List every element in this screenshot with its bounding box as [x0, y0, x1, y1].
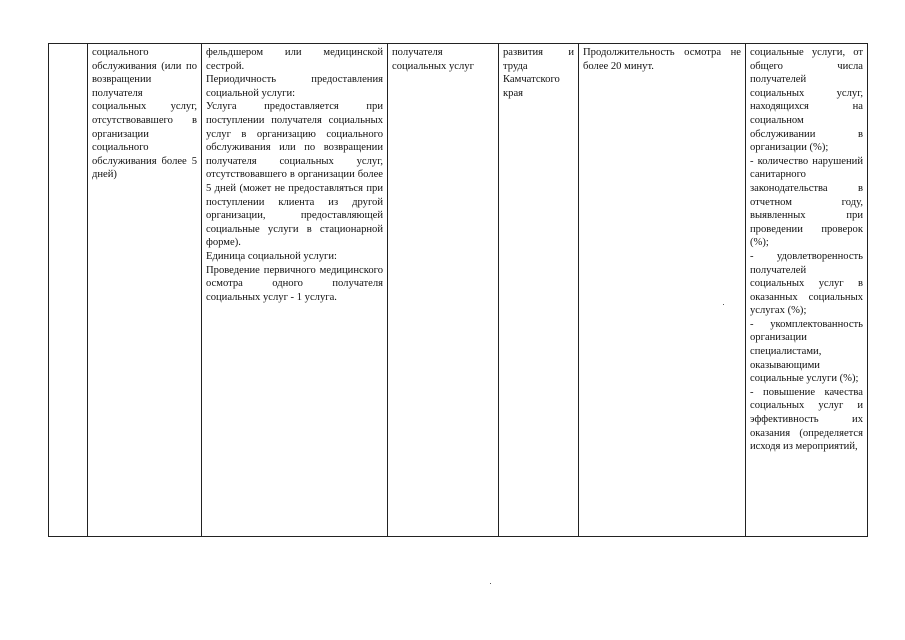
- recipient-text: получателя социальных услуг: [392, 47, 474, 72]
- unit-text: Проведение первичного медицинского осмотра одного получателя социальных услуг - 1 услуга.: [206, 264, 383, 303]
- duration-text: Продолжительность осмотра не более 20 минут.: [583, 47, 741, 72]
- cell-quality-indicators: [746, 44, 868, 537]
- cell-ministry: [499, 44, 579, 537]
- indicator-text-2: - количество нарушений санитарного законодательства в отчетном году, выявленных при проведении проверок (%);: [750, 155, 863, 249]
- cell-service-name: [88, 44, 202, 537]
- indicator-text-4: - укомплектованность организации специалистами, оказывающими социальные услуги (%);: [750, 318, 863, 385]
- scan-speck: [723, 304, 724, 305]
- table-row: [49, 44, 868, 537]
- unit-heading: Единица социальной услуги:: [206, 250, 337, 262]
- cell-service-description: [202, 44, 388, 537]
- indicator-text-5: - повышение качества социальных услуг и эффективность их оказания (определяется исходя из мероприятий,: [750, 386, 863, 453]
- periodicity-heading: Периодичность предоставления социальной услуги:: [206, 74, 383, 99]
- indicator-text-1: социальные услуги, от общего числа получателей социальных услуг, находящихся на социальном обслуживании в организации (%);: [750, 47, 863, 154]
- cell-number: [49, 44, 88, 537]
- scan-speck: [490, 583, 491, 584]
- indicator-text-3: - удовлетворенность получателей социальных услуг в оказанных социальных услугах (%);: [750, 250, 863, 317]
- description-paragraph-1: фельдшером или медицинской сестрой.: [206, 47, 383, 72]
- cell-recipient: [388, 44, 499, 537]
- service-name-text: социального обслуживания (или по возвращении получателя социальных услуг, отсутствовавшего в организации социального обслуживания более 5 дней): [92, 47, 197, 181]
- periodicity-text: Услуга предоставляется при поступлении получателя социальных услуг в организацию социального обслуживания или по возвращении получателя социальных услуг, отсутствовавшего в организации более 5 дней (может не предоставляться при поступлении клиента из другой организации, предоставляющей социальные услуги в стационарной форме).: [206, 101, 383, 249]
- cell-duration: [579, 44, 746, 537]
- ministry-text: развития и труда Камчатского края: [503, 47, 574, 99]
- services-table: [48, 43, 868, 537]
